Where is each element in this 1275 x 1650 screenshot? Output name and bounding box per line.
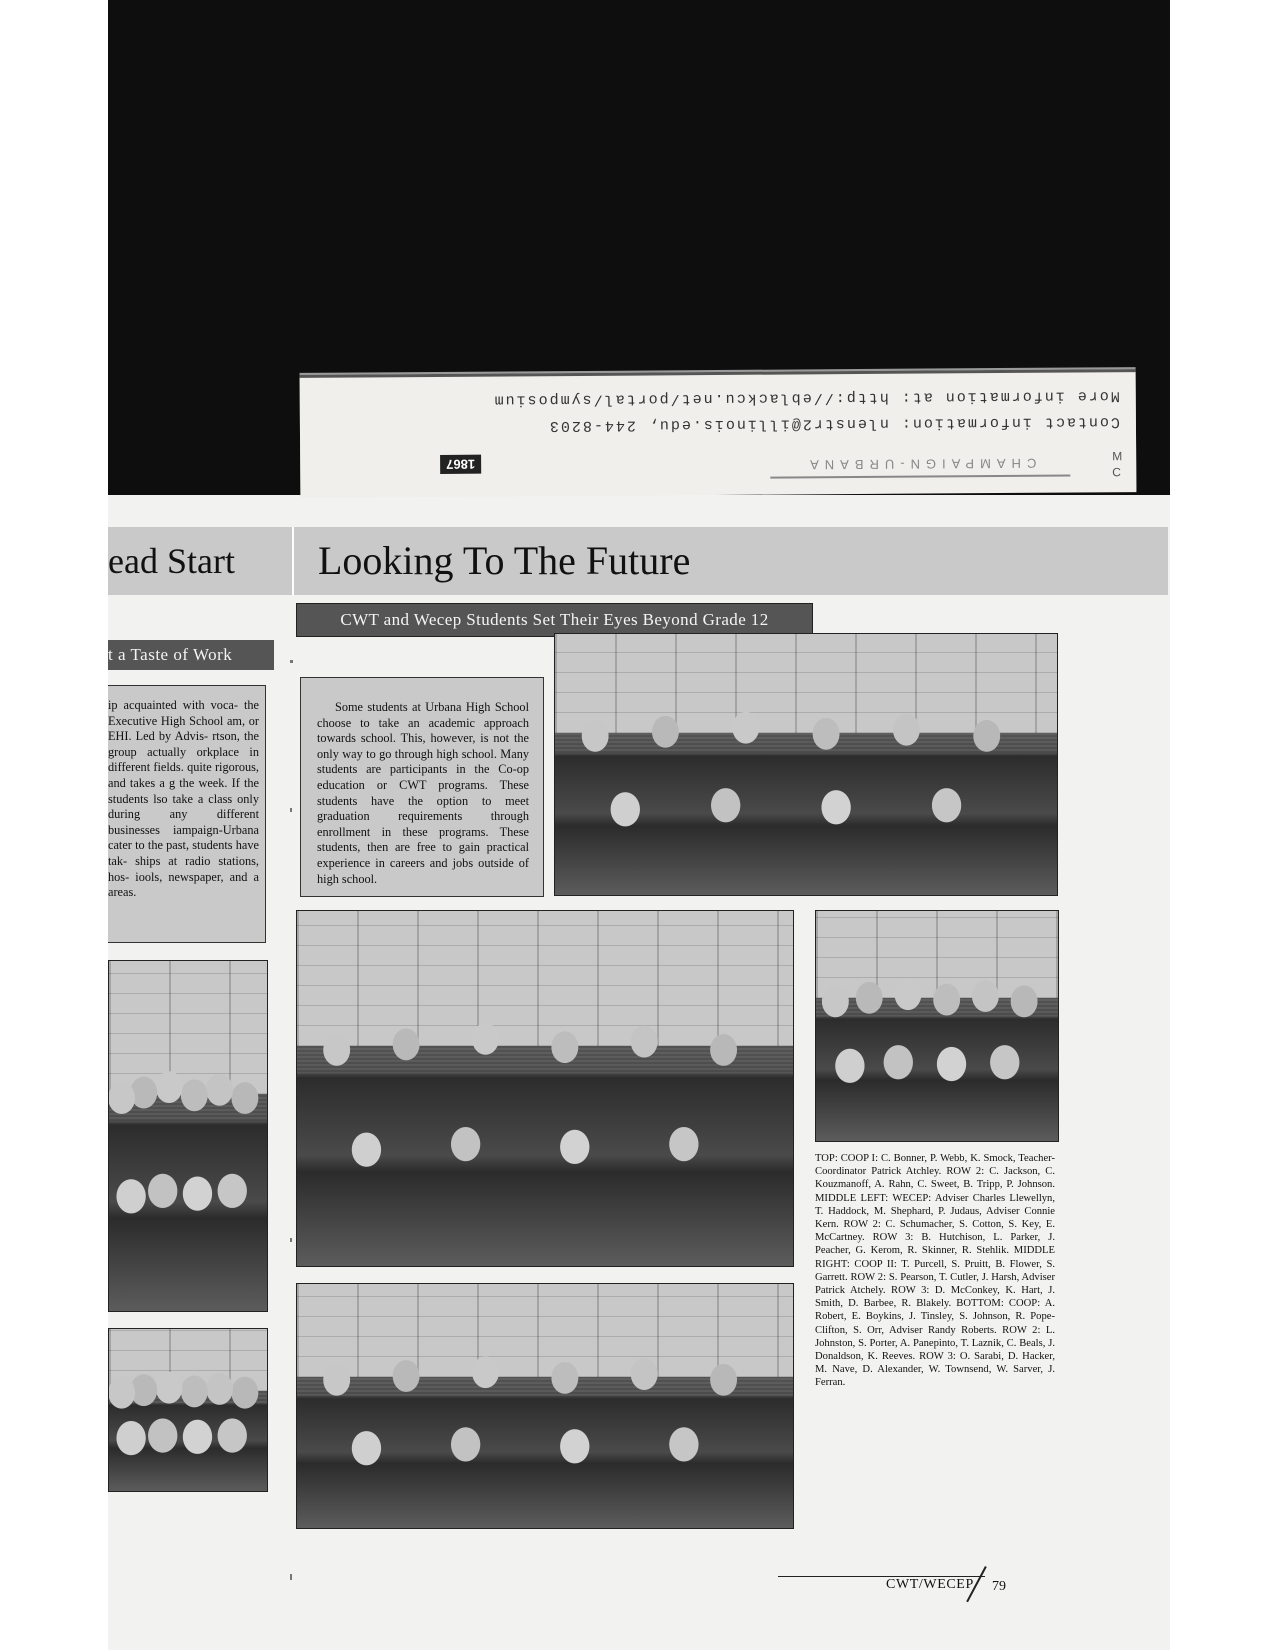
photo-caption-text: TOP: COOP I: C. Bonner, P. Webb, K. Smock, Teacher-Coordinator Patrick Atchley. ROW 2: C. Jackson, C. Kouzmanoff, A. Rahn, C. Sweet, B. Tripp, P. Johnson. MIDDLE LEFT: WECEP: Adviser Charles Llewellyn, T. Haddock, M. Shephard, P. Judaus, Adviser Connie Kern. ROW 2: C. Schumacher, S. Cotton, S. Key, E. McCartney. ROW 3: B. Hutchison, L. Parker, J. Peacher, G. Kerom, R. Skinner, R. Stehlik. MIDDLE RIGHT: COOP II: T. Purcell, S. Pruitt, B. Flower, S. Garrett. ROW 2: S. Pearson, T. Cutler, J. Harsh, Adviser Patrick Atchely. ROW 3: D. McConkey, K. Hart, J. Smith, D. Barbee, R. Blakely. BOTTOM: COOP: A. Robert, E. Boykins, J. Tinsley, S. Johnson, R. Pope-Clifton, S. Orr, Adviser Randy Roberts. ROW 2: L. Johnston, S. Porter, A. Panepinto, T. Laznik, C. Beals, J. Donaldson, K. Reeves. ROW 3: O. Sarabi, D. Hacker, M. Nave, D. Alexander, W. Townsend, W. Sarver, J. Ferran. [815,1153,1055,1389]
header-divider [292,527,294,595]
flyer-banner: CHAMPAIGN-URBANA [770,447,1070,479]
flyer-text [320,382,1120,440]
gutter-mark [290,808,292,812]
photo-coop-bottom [296,1283,794,1529]
photo-group [297,989,793,1266]
previous-page-body-box [108,685,266,943]
upside-down-flyer [300,369,1137,498]
photo-caption [815,1152,1055,1390]
previous-page-subhead: t a Taste of Work [108,640,274,670]
flyer-edge-letter-m: M [1112,449,1123,464]
page-title: Looking To The Future [318,538,691,583]
flyer-year-badge: 1867 [440,455,481,474]
dark-overlay-side [108,380,298,495]
photo-coop-two [815,910,1059,1142]
previous-page-body-text: ip acquainted with voca- the Executive High School am, or EHI. Led by Advis- rtson, the group actually orkplace in different fields. quite rigorous, and takes a g the week. If the students lso take a class only during any different businesses iampaign-Urbana cater to the past, students have tak- ships at radio stations, hos- iools, newspaper, and a areas. [108,698,259,900]
flyer-edge-letter-c: C [1112,465,1122,480]
gutter-mark [290,1574,292,1580]
intro-text: Some students at Urbana High School choose to take an academic approach towards school. This, however, is not the only way to go through high school. Many students are participants in the Co-op education or CWT programs. These students have the option to meet graduation requirements through enrollment in these programs. These students, then are free to gain practical experience in careers and jobs outside of high school. [317,700,529,886]
previous-page-photo-upper [108,960,268,1312]
photo-group [109,1365,267,1491]
gutter-mark [290,660,293,663]
photo-group [297,1338,793,1528]
flyer-info-line: More information at: http://eblackcu.net/portal/symposium [492,387,1120,409]
page-number: 79 [992,1579,1006,1594]
previous-page-photo-lower [108,1328,268,1492]
gutter-mark [290,1238,292,1242]
photo-group [555,691,1057,895]
photo-group [109,1038,267,1311]
flyer-edge-text [1112,448,1122,480]
intro-text-box [300,677,544,897]
previous-page-title: ead Start [108,541,235,581]
folio-section-label: CWT/WECEP [886,1577,974,1592]
page-subhead: CWT and Wecep Students Set Their Eyes Beyond Grade 12 [296,603,813,637]
photo-wecep [296,910,794,1267]
photo-group [816,962,1058,1141]
photo-coop-one [554,633,1058,896]
flyer-contact-line: Contact information: nlenstr2@illinois.edu, 244-8203 [547,413,1120,435]
